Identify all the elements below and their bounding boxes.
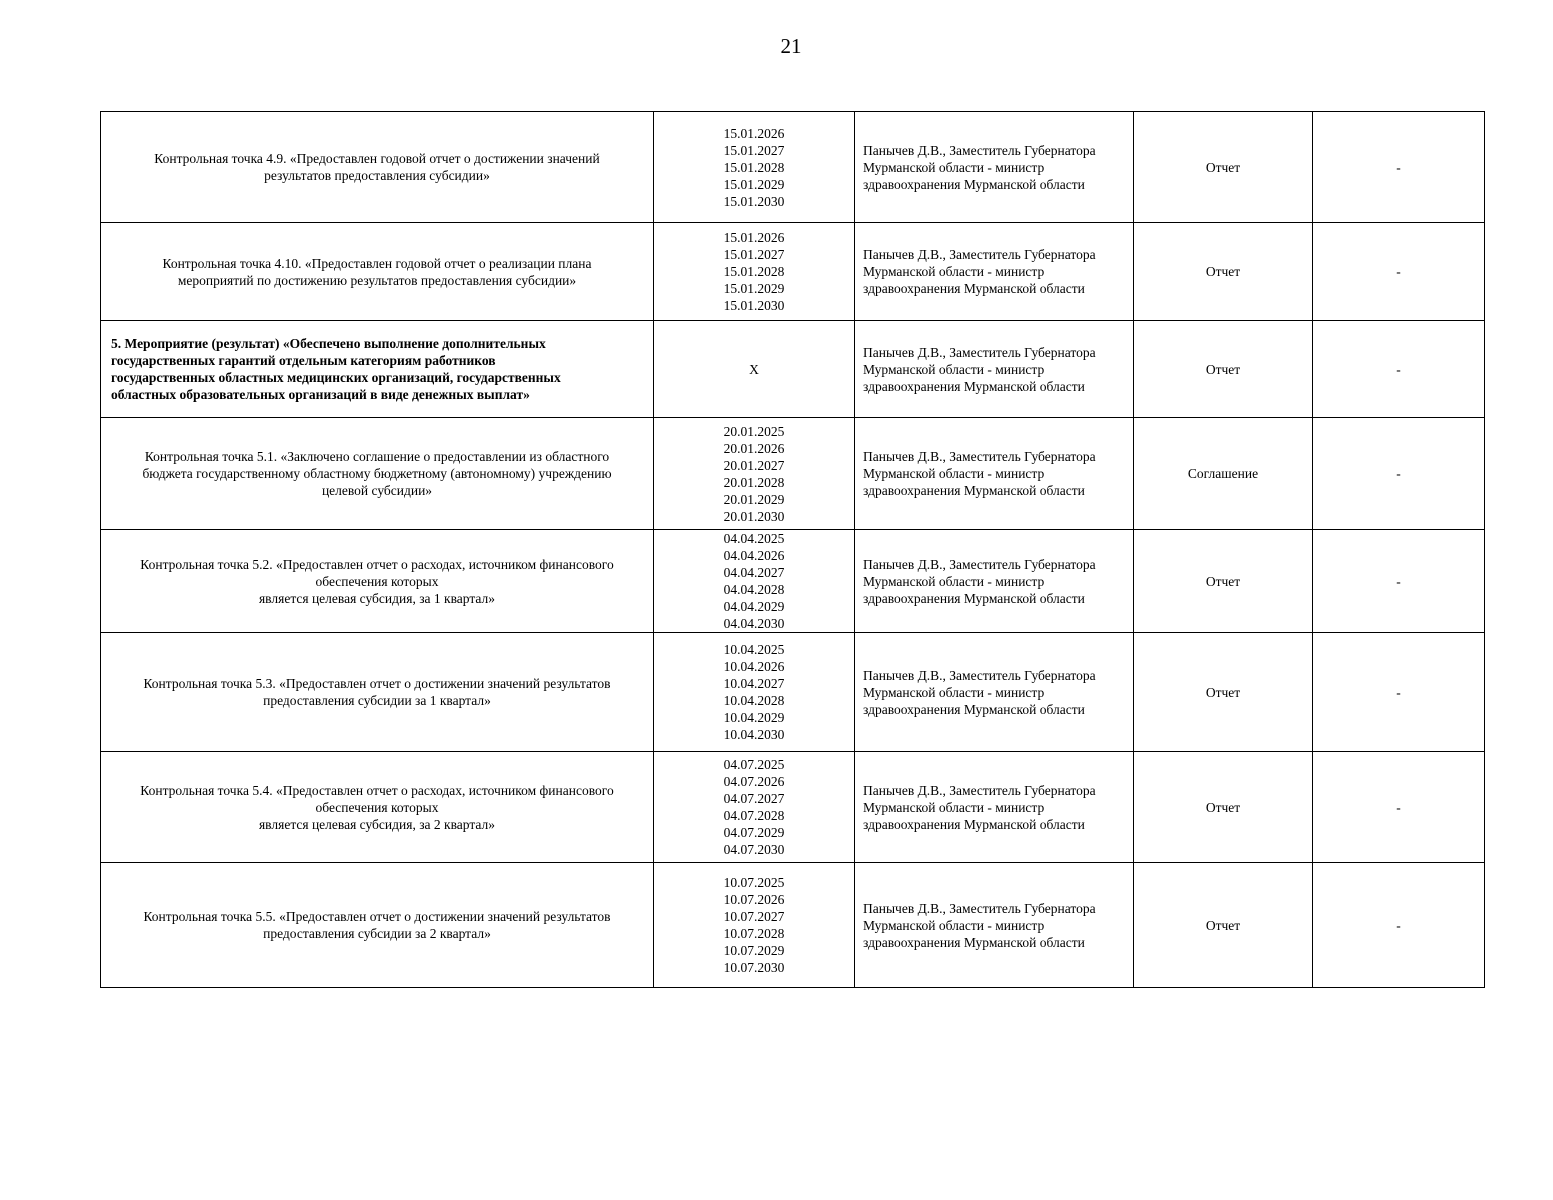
info-system: - bbox=[1313, 112, 1485, 223]
info-system: - bbox=[1313, 863, 1485, 988]
table-row bbox=[101, 752, 1485, 863]
deadline-dates: 04.04.2025 04.04.2026 04.04.2027 04.04.2028 04.04.2029 04.04.2030 bbox=[654, 530, 855, 633]
table-row bbox=[101, 530, 1485, 633]
confirming-document: Отчет bbox=[1134, 321, 1313, 418]
control-point-name: Контрольная точка 5.2. «Предоставлен отчет о расходах, источником финансового обеспечения которых является целевая субсидия, за 1 квартал» bbox=[101, 530, 654, 633]
responsible-person: Панычев Д.В., Заместитель Губернатора Мурманской области - министр здравоохранения Мурманской области bbox=[855, 863, 1134, 988]
deadline-dates: 10.04.2025 10.04.2026 10.04.2027 10.04.2028 10.04.2029 10.04.2030 bbox=[654, 633, 855, 752]
confirming-document: Отчет bbox=[1134, 863, 1313, 988]
control-point-name: Контрольная точка 5.3. «Предоставлен отчет о достижении значений результатов предоставления субсидии за 1 квартал» bbox=[101, 633, 654, 752]
control-points-table bbox=[100, 111, 1485, 988]
info-system: - bbox=[1313, 752, 1485, 863]
control-point-name: Контрольная точка 4.9. «Предоставлен годовой отчет о достижении значений результатов предоставления субсидии» bbox=[101, 112, 654, 223]
confirming-document: Отчет bbox=[1134, 752, 1313, 863]
confirming-document: Отчет bbox=[1134, 633, 1313, 752]
deadline-dates: 20.01.2025 20.01.2026 20.01.2027 20.01.2028 20.01.2029 20.01.2030 bbox=[654, 418, 855, 530]
deadline-dates: 15.01.2026 15.01.2027 15.01.2028 15.01.2029 15.01.2030 bbox=[654, 112, 855, 223]
confirming-document: Отчет bbox=[1134, 112, 1313, 223]
table-row bbox=[101, 863, 1485, 988]
responsible-person: Панычев Д.В., Заместитель Губернатора Мурманской области - министр здравоохранения Мурманской области bbox=[855, 321, 1134, 418]
info-system: - bbox=[1313, 418, 1485, 530]
control-point-name: Контрольная точка 5.1. «Заключено соглашение о предоставлении из областного бюджета государственному областному бюджетному (автономному) учреждению целевой субсидии» bbox=[101, 418, 654, 530]
table-row bbox=[101, 112, 1485, 223]
responsible-person: Панычев Д.В., Заместитель Губернатора Мурманской области - министр здравоохранения Мурманской области bbox=[855, 112, 1134, 223]
measure-name: 5. Мероприятие (результат) «Обеспечено выполнение дополнительных государственных гарантий отдельным категориям работников государственных областных медицинских организаций, государственных областных образовательных организаций в виде денежных выплат» bbox=[101, 321, 654, 418]
deadline-dates: 04.07.2025 04.07.2026 04.07.2027 04.07.2028 04.07.2029 04.07.2030 bbox=[654, 752, 855, 863]
info-system: - bbox=[1313, 530, 1485, 633]
responsible-person: Панычев Д.В., Заместитель Губернатора Мурманской области - министр здравоохранения Мурманской области bbox=[855, 223, 1134, 321]
info-system: - bbox=[1313, 633, 1485, 752]
responsible-person: Панычев Д.В., Заместитель Губернатора Мурманской области - министр здравоохранения Мурманской области bbox=[855, 530, 1134, 633]
control-point-name: Контрольная точка 4.10. «Предоставлен годовой отчет о реализации плана мероприятий по достижению результатов предоставления субсидии» bbox=[101, 223, 654, 321]
control-point-name: Контрольная точка 5.5. «Предоставлен отчет о достижении значений результатов предоставления субсидии за 2 квартал» bbox=[101, 863, 654, 988]
confirming-document: Соглашение bbox=[1134, 418, 1313, 530]
responsible-person: Панычев Д.В., Заместитель Губернатора Мурманской области - министр здравоохранения Мурманской области bbox=[855, 418, 1134, 530]
deadline-dates: Х bbox=[654, 321, 855, 418]
table-row bbox=[101, 418, 1485, 530]
responsible-person: Панычев Д.В., Заместитель Губернатора Мурманской области - министр здравоохранения Мурманской области bbox=[855, 752, 1134, 863]
table-row bbox=[101, 321, 1485, 418]
page-number: 21 bbox=[780, 34, 802, 58]
deadline-dates: 15.01.2026 15.01.2027 15.01.2028 15.01.2029 15.01.2030 bbox=[654, 223, 855, 321]
table-row bbox=[101, 223, 1485, 321]
info-system: - bbox=[1313, 321, 1485, 418]
control-point-name: Контрольная точка 5.4. «Предоставлен отчет о расходах, источником финансового обеспечения которых является целевая субсидия, за 2 квартал» bbox=[101, 752, 654, 863]
table-row bbox=[101, 633, 1485, 752]
deadline-dates: 10.07.2025 10.07.2026 10.07.2027 10.07.2028 10.07.2029 10.07.2030 bbox=[654, 863, 855, 988]
confirming-document: Отчет bbox=[1134, 223, 1313, 321]
responsible-person: Панычев Д.В., Заместитель Губернатора Мурманской области - министр здравоохранения Мурманской области bbox=[855, 633, 1134, 752]
info-system: - bbox=[1313, 223, 1485, 321]
confirming-document: Отчет bbox=[1134, 530, 1313, 633]
